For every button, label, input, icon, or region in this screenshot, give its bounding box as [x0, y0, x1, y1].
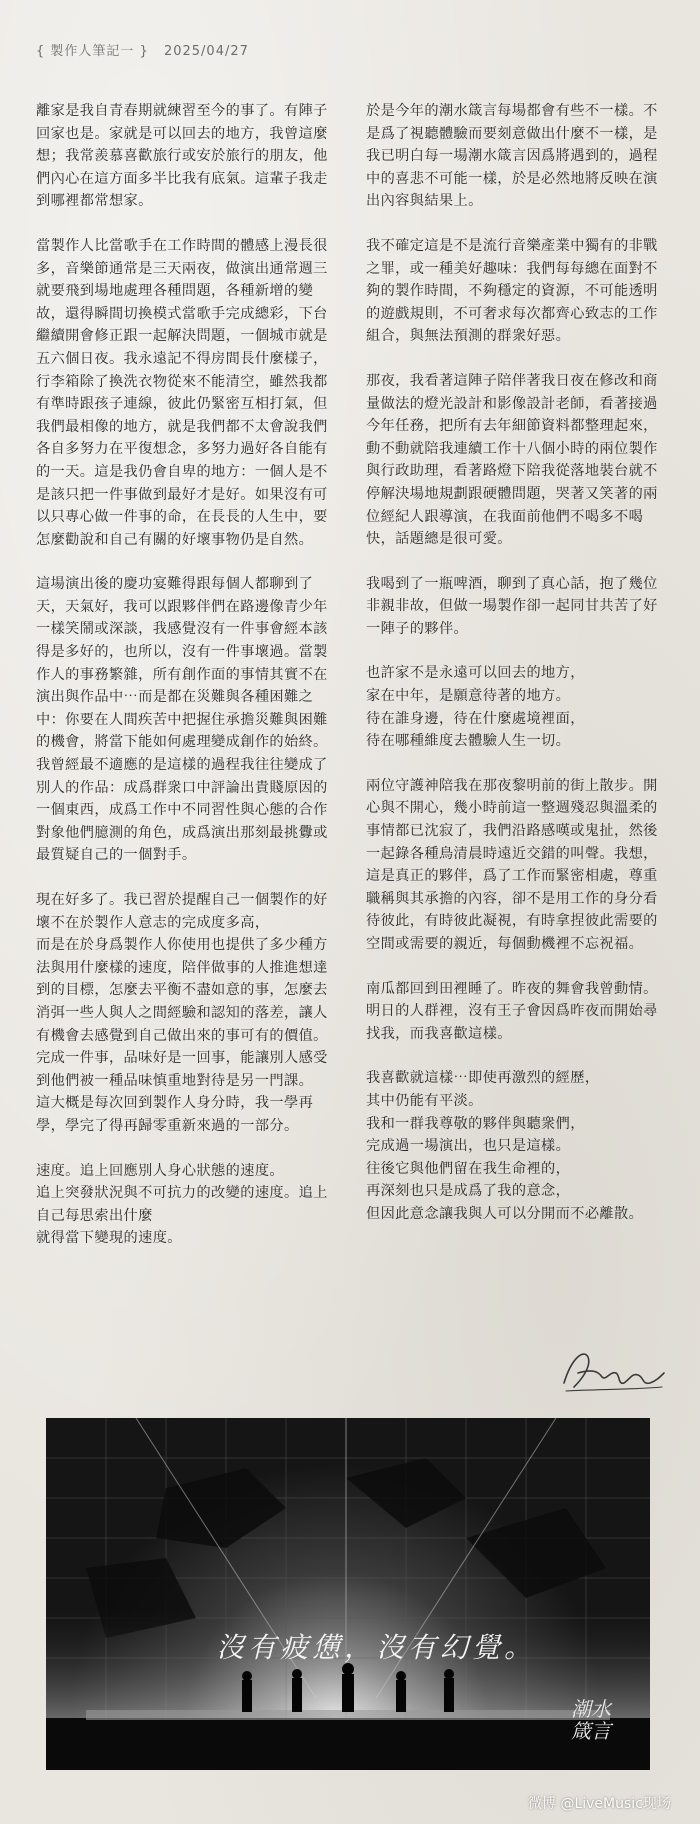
- paragraph: 而是在於身爲製作人你使用也提供了多少種方法與用什麼樣的速度，陪伴做事的人推進想達到的目標，怎麼去平衡不盡如意的事，怎麼去消弭一些人與人之間經驗和認知的落差，讓人有機會去感覺到自己做出來的事可有的價值。完成一件事，品味好是一回事，能讓別人感受到他們被一種品味慎重地對待是另一門課。: [36, 937, 328, 1089]
- paragraph: 我喝到了一瓶啤酒，聊到了真心話，抱了幾位非親非故，但做一場製作卻一起同甘共苦了好一陣子的夥伴。: [366, 575, 658, 637]
- poem-line: 往後它與他們留在我生命裡的，: [366, 1160, 571, 1177]
- note-title: { 製作人筆記一 }: [36, 44, 149, 59]
- handwritten-signature: [558, 1343, 668, 1399]
- paragraph: 追上突發狀況與不可抗力的改變的速度。追上自己每思索出什麼: [36, 1185, 328, 1224]
- paragraph: 就得當下變現的速度。: [36, 1230, 182, 1247]
- poem-line: 再深刻也只是成爲了我的意念，: [366, 1183, 571, 1200]
- poem-line: 完成過一場演出，也只是這樣。: [366, 1138, 571, 1155]
- poem-line: 但因此意念讓我與人可以分開而不必離散。: [366, 1205, 644, 1222]
- paragraph: 於是今年的潮水箴言每場都會有些不一樣。不是爲了視聽體驗而要刻意做出什麼不一樣，是我已明白每一場潮水箴言因爲將遇到的，過程中的喜悲不可能一樣，於是必然地將反映在演出內容與結果上。: [366, 103, 658, 210]
- poem-line: 家在中年，是願意待著的地方。: [366, 688, 571, 705]
- photo-caption: 沒有疲憊，沒有幻覺。: [216, 1631, 537, 1664]
- poem-line: 其中仍能有平淡。: [366, 1092, 483, 1109]
- weibo-watermark: 微博 @LiveMusic现场: [528, 1796, 671, 1812]
- stage-illustration: [46, 1418, 650, 1770]
- paragraph: 這大概是每次回到製作人身分時，我一學再學，學完了得再歸零重新來過的一部分。: [36, 1095, 314, 1134]
- poem-line: 也許家不是永遠可以回去的地方，: [366, 665, 585, 682]
- poem-line: 待在誰身邊，待在什麼處境裡面，: [366, 710, 585, 727]
- paragraph: 那夜，我看著這陣子陪伴著我日夜在修改和商量做法的燈光設計和影像設計老師，看著接過今年任務，把所有去年細節資料都整理起來，動不動就陪我連續工作十八個小時的兩位製作與行政助理，看著路燈下陪我從落地裝台就不停解決場地規劃跟硬體問題，哭著又笑著的兩位經紀人跟導演，在我面前他們不喝多不喝快，話題總是很可愛。: [366, 372, 658, 548]
- paragraph: 現在好多了。我已習於提醒自己一個製作的好壞不在於製作人意志的完成度多高，: [36, 892, 328, 931]
- poem-line: 待在哪種維度去體驗人生一切。: [366, 733, 571, 750]
- left-column: [36, 100, 336, 1250]
- concert-photo: [46, 1418, 650, 1770]
- note-header: [36, 40, 259, 59]
- paragraph: 離家是我自青春期就練習至今的事了。有陣子回家也是。家就是可以回去的地方，我曾這麼想；我常羨慕喜歡旅行或安於旅行的朋友，他們內心在這方面多半比我有底氣。這輩子我走到哪裡都常想家。: [36, 103, 328, 210]
- note-date: 2025/04/27: [163, 44, 249, 59]
- poem-line: 我和一群我尊敬的夥伴與聽衆們，: [366, 1115, 585, 1132]
- poem-line: 我喜歡就這樣⋯即使再激烈的經歷，: [366, 1070, 600, 1087]
- paragraph: 我不確定這是不是流行音樂產業中獨有的非戰之罪，或一種美好趣味：我們每每總在面對不夠的製作時間，不夠穩定的資源，不可能透明的遊戲規則，不可奢求每次都齊心致志的工作組合，與無法預測的群衆好惡。: [366, 237, 658, 345]
- right-column: [366, 100, 666, 1226]
- tour-logo: 潮水箴言: [571, 1697, 611, 1743]
- paragraph: 南瓜都回到田裡睡了。昨夜的舞會我曾動情。明日的人群裡，沒有王子會因爲昨夜而開始尋找我，而我喜歡這樣。: [366, 980, 658, 1042]
- paragraph: 速度。追上回應別人身心狀態的速度。: [36, 1162, 284, 1179]
- paragraph: 當製作人比當歌手在工作時間的體感上漫長很多，音樂節通常是三天兩夜，做演出通常週三就要飛到場地處理各種問題，各種新增的變故，還得瞬間切換模式當歌手完成總彩，下台繼續開會修正跟一起解決問題，一個城市就是五六個日夜。我永遠記不得房間長什麼樣子，行李箱除了換洗衣物從來不能清空，雖然我都有準時跟孩子連線，彼此仍緊密互相打氣，但我們最相像的地方，就是我們都不太會說我們各自多努力在平復想念，多努力過好各自能有的一天。這是我仍會自卑的地方：一個人是不是該只把一件事做到最好才是好。如果沒有可以只專心做一件事的命，在長長的人生中，要怎麼勸說和自己有關的好壞事物仍是自然。: [36, 237, 328, 548]
- paragraph: 兩位守護神陪我在那夜黎明前的街上散步。開心與不開心，幾小時前這一整週殘忍與溫柔的事情都已沈寂了，我們沿路感嘆或鬼扯，然後一起錄各種鳥清晨時遠近交錯的叫聲。我想，這是真正的夥伴，爲了工作而緊密相處，尊重職稱與其承擔的內容，卻不是用工作的身分看待彼此，有時彼此凝視，有時拿捏彼此需要的空間或需要的親近，每個動機裡不忘祝福。: [366, 777, 658, 952]
- paragraph: 這場演出後的慶功宴難得跟每個人都聊到了天，天氣好，我可以跟夥伴們在路邊像青少年一樣笑鬧或深談，我感覺沒有一件事會經本該得是多好的，也所以，沒有一件事壞過。當製作人的事務繁雜，所有創作面的事情其實不在演出與作品中⋯而是都在災難與各種困難之中：你要在人間疾苦中把握住承擔災難與困難的機會，將當下能如何處理變成創作的始終。我曾經最不適應的是這樣的過程我往往變成了別人的作品：成爲群衆口中評論出貴賤原因的一個東西，成爲工作中不同習性與心態的合作對象他們臆測的角色，成爲演出那刻最挑釁或最質疑自己的一個對手。: [36, 576, 328, 864]
